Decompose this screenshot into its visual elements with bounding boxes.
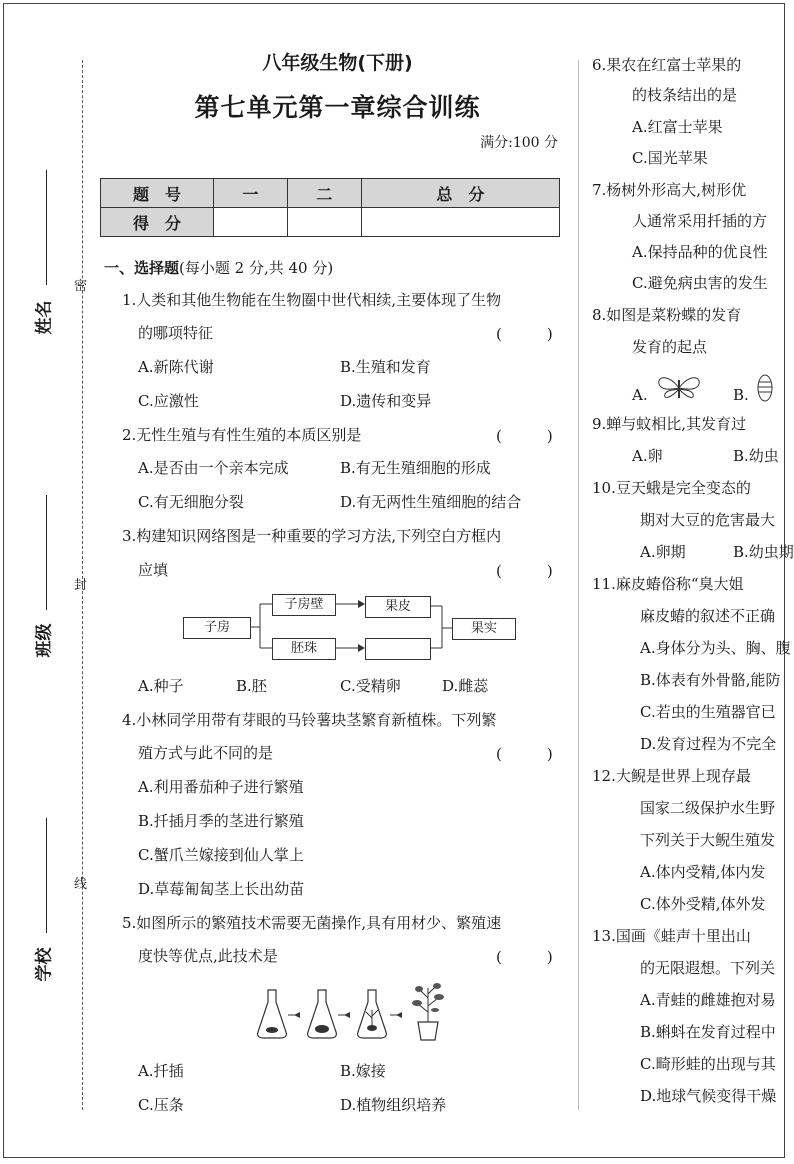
q5-option-c: C.压条 bbox=[138, 1096, 184, 1114]
q5-option-d: D.植物组织培养 bbox=[340, 1096, 447, 1114]
q4-stem-1: 4.小林同学用带有芽眼的马铃薯块茎繁育新植株。下列繁 bbox=[122, 711, 497, 729]
q6-option-c: C.国光苹果 bbox=[632, 149, 708, 167]
q13-stem-1: 13.国画《蛙声十里出山 bbox=[592, 927, 751, 945]
q13-option-d: D.地球气候变得干燥 bbox=[640, 1087, 777, 1105]
q2-option-a: A.是否由一个亲本完成 bbox=[138, 459, 289, 477]
q1-stem-1: 1.人类和其他生物能在生物圈中世代相续,主要体现了生物 bbox=[122, 291, 502, 309]
q8-option-a: A. bbox=[632, 386, 648, 404]
class-label: 班级 bbox=[34, 623, 55, 658]
school-blank-line bbox=[46, 818, 47, 933]
q5-stem-1: 5.如图所示的繁殖技术需要无菌操作,具有用材少、繁殖速 bbox=[122, 914, 502, 932]
q3-option-c: C.受精卵 bbox=[340, 677, 401, 695]
q12-stem-1: 12.大鲵是世界上现存最 bbox=[592, 767, 751, 785]
seal-mark-mi: 密 bbox=[74, 279, 88, 294]
q6-stem-2: 的枝条结出的是 bbox=[632, 86, 738, 104]
q2-option-b: B.有无生殖细胞的形成 bbox=[340, 459, 491, 477]
q12-stem-2: 国家二级保护水生野 bbox=[640, 799, 776, 817]
q12-option-a: A.体内受精,体内发 bbox=[640, 863, 766, 881]
diagram-ovule-box: 胚珠 bbox=[272, 638, 336, 660]
q3-stem-2: 应填 bbox=[138, 561, 169, 579]
exam-title: 八年级生物(下册) bbox=[262, 52, 413, 74]
q4-stem-2: 殖方式与此不同的是 bbox=[138, 744, 274, 762]
q1-option-c: C.应激性 bbox=[138, 392, 199, 410]
q10-stem-2: 期对大豆的危害最大 bbox=[640, 511, 776, 529]
tissue-culture-icon bbox=[250, 982, 450, 1044]
q8-stem-2: 发育的起点 bbox=[632, 338, 708, 356]
q4-option-c: C.蟹爪兰嫁接到仙人掌上 bbox=[138, 846, 304, 864]
q7-option-c: C.避免病虫害的发生 bbox=[632, 274, 768, 292]
pupa-icon bbox=[753, 372, 779, 404]
q13-option-a: A.青蛙的雌雄抱对易 bbox=[640, 991, 776, 1009]
score-table-header-2: 二 bbox=[287, 179, 361, 208]
q3-option-a: A.种子 bbox=[138, 677, 184, 695]
q4-option-b: B.扦插月季的茎进行繁殖 bbox=[138, 812, 304, 830]
diagram-pericarp-box: 果皮 bbox=[365, 596, 431, 618]
q13-option-b: B.蝌蚪在发育过程中 bbox=[640, 1023, 776, 1041]
q10-option-a: A.卵期 bbox=[640, 543, 686, 561]
q6-stem-1: 6.果农在红富士苹果的 bbox=[592, 56, 742, 74]
q9-stem-1: 9.蝉与蚊相比,其发育过 bbox=[592, 415, 747, 433]
q1-stem-2: 的哪项特征 bbox=[138, 324, 214, 342]
section-note: (每小题 2 分,共 40 分) bbox=[179, 259, 334, 277]
q11-stem-2: 麻皮蝽的叙述不正确 bbox=[640, 607, 776, 625]
score-table-header-total: 总 分 bbox=[361, 179, 559, 208]
score-table-header-1: 一 bbox=[214, 179, 288, 208]
q13-stem-2: 的无限遐想。下列关 bbox=[640, 959, 776, 977]
q4-option-a: A.利用番茄种子进行繁殖 bbox=[138, 778, 304, 796]
q11-option-b: B.体表有外骨骼,能防 bbox=[640, 671, 781, 689]
name-label: 姓名 bbox=[34, 300, 55, 335]
q2-answer-bracket[interactable]: ( ) bbox=[496, 427, 553, 445]
q11-option-d: D.发育过程为不完全 bbox=[640, 735, 777, 753]
q13-option-c: C.畸形蛙的出现与其 bbox=[640, 1055, 776, 1073]
diagram-blank-box bbox=[365, 638, 431, 660]
diagram-ovary-wall-box: 子房壁 bbox=[272, 594, 336, 616]
q6-option-a: A.红富士苹果 bbox=[632, 118, 723, 136]
q8-option-b: B. bbox=[733, 386, 749, 404]
q10-option-b: B.幼虫期 bbox=[733, 543, 794, 561]
q1-option-b: B.生殖和发育 bbox=[340, 358, 431, 376]
q3-option-d: D.雌蕊 bbox=[442, 677, 489, 695]
q5-option-a: A.扦插 bbox=[138, 1062, 184, 1080]
q12-stem-3: 下列关于大鲵生殖发 bbox=[640, 831, 776, 849]
q3-answer-bracket[interactable]: ( ) bbox=[496, 562, 553, 580]
section-title: 一、选择题 bbox=[104, 259, 180, 277]
q7-stem-1: 7.杨树外形高大,树形优 bbox=[592, 181, 747, 199]
q4-option-d: D.草莓匍匐茎上长出幼苗 bbox=[138, 880, 305, 898]
q9-option-a: A.卵 bbox=[632, 447, 663, 465]
q3-stem-1: 3.构建知识网络图是一种重要的学习方法,下列空白方框内 bbox=[122, 527, 502, 545]
q11-stem-1: 11.麻皮蝽俗称“臭大姐 bbox=[592, 575, 744, 593]
diagram-fruit-box: 果实 bbox=[452, 618, 516, 640]
score-row-label: 得 分 bbox=[101, 208, 214, 237]
q8-stem-1: 8.如图是菜粉蝶的发育 bbox=[592, 306, 742, 324]
seal-mark-feng: 封 bbox=[74, 578, 88, 593]
full-score: 满分:100 分 bbox=[480, 135, 558, 151]
q3-option-b: B.胚 bbox=[236, 677, 267, 695]
q4-answer-bracket[interactable]: ( ) bbox=[496, 745, 553, 763]
butterfly-icon bbox=[655, 372, 703, 404]
q12-option-c: C.体外受精,体外发 bbox=[640, 895, 766, 913]
q10-stem-1: 10.豆天蛾是完全变态的 bbox=[592, 479, 751, 497]
seal-mark-xian: 线 bbox=[74, 877, 88, 892]
q1-answer-bracket[interactable]: ( ) bbox=[496, 325, 553, 343]
q5-answer-bracket[interactable]: ( ) bbox=[496, 948, 553, 966]
q11-option-a: A.身体分为头、胸、腹 bbox=[640, 639, 791, 657]
q9-option-b: B.幼虫 bbox=[733, 447, 779, 465]
school-label: 学校 bbox=[34, 947, 55, 982]
q5-stem-2: 度快等优点,此技术是 bbox=[138, 947, 278, 965]
q2-option-c: C.有无细胞分裂 bbox=[138, 493, 244, 511]
diagram-ovary-box: 子房 bbox=[183, 617, 251, 639]
q7-option-a: A.保持品种的优良性 bbox=[632, 243, 768, 261]
q5-option-b: B.嫁接 bbox=[340, 1062, 386, 1080]
exam-subtitle: 第七单元第一章综合训练 bbox=[194, 93, 481, 122]
q11-option-c: C.若虫的生殖器官已 bbox=[640, 703, 776, 721]
q2-stem-1: 2.无性生殖与有性生殖的本质区别是 bbox=[122, 426, 362, 444]
q7-stem-2: 人通常采用扦插的方 bbox=[632, 212, 768, 230]
q1-option-a: A.新陈代谢 bbox=[138, 358, 214, 376]
q2-option-d: D.有无两性生殖细胞的结合 bbox=[340, 493, 522, 511]
q1-option-d: D.遗传和变异 bbox=[340, 392, 432, 410]
score-table-header-no: 题 号 bbox=[101, 179, 214, 208]
